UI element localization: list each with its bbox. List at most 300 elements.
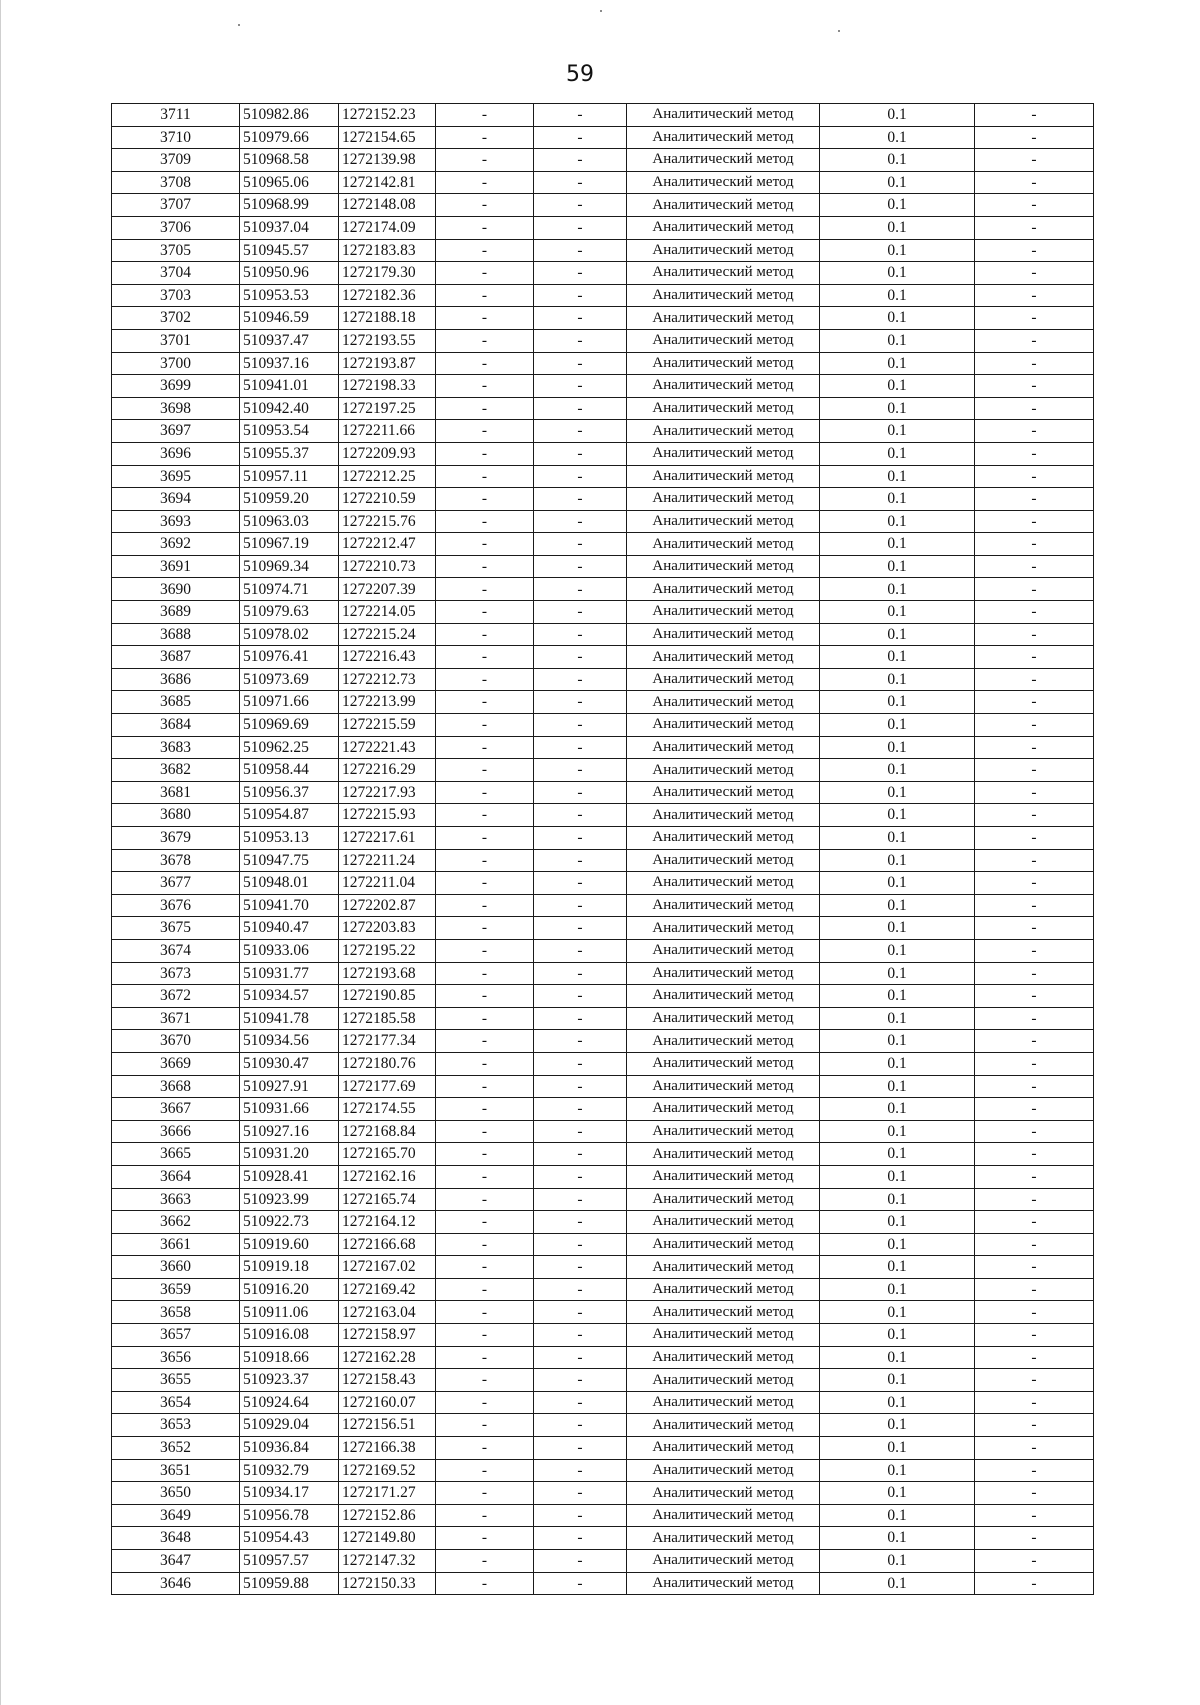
- empty-cell-b: -: [534, 1007, 627, 1030]
- x-coordinate-cell: 510937.16: [240, 352, 339, 375]
- method-cell: Аналитический метод: [627, 1391, 820, 1414]
- table-row: [112, 1414, 1094, 1437]
- empty-cell-a: -: [436, 1233, 534, 1256]
- accuracy-cell: 0.1: [820, 397, 975, 420]
- table-row: [112, 488, 1094, 511]
- table-row: [112, 126, 1094, 149]
- empty-cell-c: -: [975, 1369, 1094, 1392]
- y-coordinate-cell: 1272166.68: [339, 1233, 436, 1256]
- method-cell: Аналитический метод: [627, 1572, 820, 1595]
- table-row: [112, 1098, 1094, 1121]
- point-number-cell: 3667: [112, 1098, 240, 1121]
- point-number-cell: 3709: [112, 149, 240, 172]
- empty-cell-a: -: [436, 691, 534, 714]
- method-cell: Аналитический метод: [627, 329, 820, 352]
- table-row: [112, 1278, 1094, 1301]
- x-coordinate-cell: 510979.63: [240, 601, 339, 624]
- empty-cell-c: -: [975, 1504, 1094, 1527]
- point-number-cell: 3682: [112, 759, 240, 782]
- empty-cell-a: -: [436, 1143, 534, 1166]
- x-coordinate-cell: 510950.96: [240, 262, 339, 285]
- y-coordinate-cell: 1272188.18: [339, 307, 436, 330]
- point-number-cell: 3710: [112, 126, 240, 149]
- empty-cell-b: -: [534, 533, 627, 556]
- empty-cell-b: -: [534, 962, 627, 985]
- point-number-cell: 3681: [112, 781, 240, 804]
- x-coordinate-cell: 510923.99: [240, 1188, 339, 1211]
- y-coordinate-cell: 1272214.05: [339, 601, 436, 624]
- empty-cell-c: -: [975, 1437, 1094, 1460]
- x-coordinate-cell: 510929.04: [240, 1414, 339, 1437]
- table-row: [112, 149, 1094, 172]
- empty-cell-b: -: [534, 736, 627, 759]
- empty-cell-b: -: [534, 985, 627, 1008]
- empty-cell-a: -: [436, 488, 534, 511]
- y-coordinate-cell: 1272179.30: [339, 262, 436, 285]
- table-row: [112, 397, 1094, 420]
- table-row: [112, 1007, 1094, 1030]
- table-row: [112, 1437, 1094, 1460]
- accuracy-cell: 0.1: [820, 872, 975, 895]
- method-cell: Аналитический метод: [627, 375, 820, 398]
- table-row: [112, 1211, 1094, 1234]
- x-coordinate-cell: 510953.54: [240, 420, 339, 443]
- table-row: [112, 1256, 1094, 1279]
- empty-cell-a: -: [436, 872, 534, 895]
- x-coordinate-cell: 510918.66: [240, 1346, 339, 1369]
- accuracy-cell: 0.1: [820, 1165, 975, 1188]
- empty-cell-a: -: [436, 1120, 534, 1143]
- y-coordinate-cell: 1272217.93: [339, 781, 436, 804]
- accuracy-cell: 0.1: [820, 1504, 975, 1527]
- empty-cell-b: -: [534, 894, 627, 917]
- accuracy-cell: 0.1: [820, 488, 975, 511]
- x-coordinate-cell: 510941.70: [240, 894, 339, 917]
- y-coordinate-cell: 1272147.32: [339, 1550, 436, 1573]
- point-number-cell: 3701: [112, 329, 240, 352]
- empty-cell-b: -: [534, 194, 627, 217]
- point-number-cell: 3707: [112, 194, 240, 217]
- empty-cell-c: -: [975, 420, 1094, 443]
- x-coordinate-cell: 510941.01: [240, 375, 339, 398]
- y-coordinate-cell: 1272162.16: [339, 1165, 436, 1188]
- x-coordinate-cell: 510973.69: [240, 668, 339, 691]
- empty-cell-b: -: [534, 1572, 627, 1595]
- point-number-cell: 3708: [112, 171, 240, 194]
- x-coordinate-cell: 510957.11: [240, 465, 339, 488]
- empty-cell-b: -: [534, 1143, 627, 1166]
- point-number-cell: 3649: [112, 1504, 240, 1527]
- x-coordinate-cell: 510928.41: [240, 1165, 339, 1188]
- y-coordinate-cell: 1272162.28: [339, 1346, 436, 1369]
- table-row: [112, 1346, 1094, 1369]
- y-coordinate-cell: 1272190.85: [339, 985, 436, 1008]
- empty-cell-c: -: [975, 804, 1094, 827]
- table-row: [112, 939, 1094, 962]
- empty-cell-c: -: [975, 1052, 1094, 1075]
- empty-cell-b: -: [534, 759, 627, 782]
- empty-cell-b: -: [534, 397, 627, 420]
- table-row: [112, 1030, 1094, 1053]
- x-coordinate-cell: 510927.91: [240, 1075, 339, 1098]
- method-cell: Аналитический метод: [627, 849, 820, 872]
- x-coordinate-cell: 510916.20: [240, 1278, 339, 1301]
- empty-cell-c: -: [975, 1459, 1094, 1482]
- empty-cell-c: -: [975, 1278, 1094, 1301]
- point-number-cell: 3702: [112, 307, 240, 330]
- empty-cell-b: -: [534, 781, 627, 804]
- y-coordinate-cell: 1272203.83: [339, 917, 436, 940]
- accuracy-cell: 0.1: [820, 1256, 975, 1279]
- empty-cell-b: -: [534, 329, 627, 352]
- empty-cell-c: -: [975, 104, 1094, 127]
- empty-cell-b: -: [534, 555, 627, 578]
- empty-cell-b: -: [534, 1550, 627, 1573]
- method-cell: Аналитический метод: [627, 1278, 820, 1301]
- y-coordinate-cell: 1272209.93: [339, 442, 436, 465]
- method-cell: Аналитический метод: [627, 284, 820, 307]
- empty-cell-b: -: [534, 442, 627, 465]
- x-coordinate-cell: 510945.57: [240, 239, 339, 262]
- method-cell: Аналитический метод: [627, 397, 820, 420]
- accuracy-cell: 0.1: [820, 216, 975, 239]
- y-coordinate-cell: 1272211.04: [339, 872, 436, 895]
- method-cell: Аналитический метод: [627, 442, 820, 465]
- accuracy-cell: 0.1: [820, 375, 975, 398]
- point-number-cell: 3691: [112, 555, 240, 578]
- y-coordinate-cell: 1272166.38: [339, 1437, 436, 1460]
- empty-cell-b: -: [534, 1391, 627, 1414]
- x-coordinate-cell: 510967.19: [240, 533, 339, 556]
- empty-cell-c: -: [975, 1143, 1094, 1166]
- empty-cell-b: -: [534, 691, 627, 714]
- table-row: [112, 420, 1094, 443]
- point-number-cell: 3704: [112, 262, 240, 285]
- x-coordinate-cell: 510954.87: [240, 804, 339, 827]
- method-cell: Аналитический метод: [627, 1369, 820, 1392]
- accuracy-cell: 0.1: [820, 1007, 975, 1030]
- x-coordinate-cell: 510976.41: [240, 646, 339, 669]
- point-number-cell: 3688: [112, 623, 240, 646]
- empty-cell-a: -: [436, 104, 534, 127]
- accuracy-cell: 0.1: [820, 533, 975, 556]
- y-coordinate-cell: 1272174.09: [339, 216, 436, 239]
- empty-cell-a: -: [436, 1527, 534, 1550]
- empty-cell-b: -: [534, 668, 627, 691]
- method-cell: Аналитический метод: [627, 420, 820, 443]
- table-row: [112, 849, 1094, 872]
- method-cell: Аналитический метод: [627, 1211, 820, 1234]
- empty-cell-b: -: [534, 1030, 627, 1053]
- accuracy-cell: 0.1: [820, 1572, 975, 1595]
- empty-cell-a: -: [436, 420, 534, 443]
- empty-cell-a: -: [436, 1414, 534, 1437]
- y-coordinate-cell: 1272148.08: [339, 194, 436, 217]
- accuracy-cell: 0.1: [820, 442, 975, 465]
- empty-cell-b: -: [534, 488, 627, 511]
- point-number-cell: 3689: [112, 601, 240, 624]
- accuracy-cell: 0.1: [820, 759, 975, 782]
- x-coordinate-cell: 510954.43: [240, 1527, 339, 1550]
- method-cell: Аналитический метод: [627, 985, 820, 1008]
- empty-cell-b: -: [534, 307, 627, 330]
- empty-cell-b: -: [534, 1437, 627, 1460]
- empty-cell-b: -: [534, 917, 627, 940]
- x-coordinate-cell: 510968.99: [240, 194, 339, 217]
- point-number-cell: 3697: [112, 420, 240, 443]
- point-number-cell: 3665: [112, 1143, 240, 1166]
- empty-cell-c: -: [975, 488, 1094, 511]
- x-coordinate-cell: 510956.37: [240, 781, 339, 804]
- method-cell: Аналитический метод: [627, 736, 820, 759]
- accuracy-cell: 0.1: [820, 1346, 975, 1369]
- accuracy-cell: 0.1: [820, 1527, 975, 1550]
- empty-cell-a: -: [436, 1165, 534, 1188]
- point-number-cell: 3652: [112, 1437, 240, 1460]
- y-coordinate-cell: 1272156.51: [339, 1414, 436, 1437]
- empty-cell-a: -: [436, 442, 534, 465]
- y-coordinate-cell: 1272213.99: [339, 691, 436, 714]
- accuracy-cell: 0.1: [820, 149, 975, 172]
- empty-cell-a: -: [436, 352, 534, 375]
- empty-cell-a: -: [436, 1369, 534, 1392]
- empty-cell-c: -: [975, 397, 1094, 420]
- accuracy-cell: 0.1: [820, 1030, 975, 1053]
- table-row: [112, 555, 1094, 578]
- method-cell: Аналитический метод: [627, 872, 820, 895]
- x-coordinate-cell: 510955.37: [240, 442, 339, 465]
- method-cell: Аналитический метод: [627, 171, 820, 194]
- empty-cell-b: -: [534, 872, 627, 895]
- empty-cell-b: -: [534, 1256, 627, 1279]
- empty-cell-c: -: [975, 216, 1094, 239]
- accuracy-cell: 0.1: [820, 1369, 975, 1392]
- point-number-cell: 3664: [112, 1165, 240, 1188]
- scan-speck: [600, 10, 602, 12]
- empty-cell-a: -: [436, 894, 534, 917]
- y-coordinate-cell: 1272169.52: [339, 1459, 436, 1482]
- x-coordinate-cell: 510934.17: [240, 1482, 339, 1505]
- method-cell: Аналитический метод: [627, 578, 820, 601]
- y-coordinate-cell: 1272212.73: [339, 668, 436, 691]
- point-number-cell: 3671: [112, 1007, 240, 1030]
- point-number-cell: 3687: [112, 646, 240, 669]
- empty-cell-a: -: [436, 533, 534, 556]
- method-cell: Аналитический метод: [627, 1098, 820, 1121]
- method-cell: Аналитический метод: [627, 1120, 820, 1143]
- empty-cell-b: -: [534, 804, 627, 827]
- empty-cell-b: -: [534, 104, 627, 127]
- x-coordinate-cell: 510969.34: [240, 555, 339, 578]
- point-number-cell: 3686: [112, 668, 240, 691]
- table-row: [112, 329, 1094, 352]
- accuracy-cell: 0.1: [820, 894, 975, 917]
- empty-cell-b: -: [534, 827, 627, 850]
- point-number-cell: 3694: [112, 488, 240, 511]
- point-number-cell: 3647: [112, 1550, 240, 1573]
- empty-cell-c: -: [975, 1391, 1094, 1414]
- point-number-cell: 3654: [112, 1391, 240, 1414]
- empty-cell-b: -: [534, 375, 627, 398]
- y-coordinate-cell: 1272160.07: [339, 1391, 436, 1414]
- empty-cell-b: -: [534, 149, 627, 172]
- y-coordinate-cell: 1272193.87: [339, 352, 436, 375]
- empty-cell-c: -: [975, 1414, 1094, 1437]
- empty-cell-b: -: [534, 623, 627, 646]
- empty-cell-a: -: [436, 1572, 534, 1595]
- accuracy-cell: 0.1: [820, 668, 975, 691]
- accuracy-cell: 0.1: [820, 1211, 975, 1234]
- point-number-cell: 3706: [112, 216, 240, 239]
- empty-cell-c: -: [975, 939, 1094, 962]
- empty-cell-b: -: [534, 1459, 627, 1482]
- empty-cell-b: -: [534, 1233, 627, 1256]
- empty-cell-c: -: [975, 1098, 1094, 1121]
- point-number-cell: 3676: [112, 894, 240, 917]
- method-cell: Аналитический метод: [627, 194, 820, 217]
- table-row: [112, 759, 1094, 782]
- table-row: [112, 465, 1094, 488]
- point-number-cell: 3690: [112, 578, 240, 601]
- empty-cell-c: -: [975, 1301, 1094, 1324]
- accuracy-cell: 0.1: [820, 171, 975, 194]
- x-coordinate-cell: 510919.18: [240, 1256, 339, 1279]
- empty-cell-c: -: [975, 894, 1094, 917]
- empty-cell-c: -: [975, 1482, 1094, 1505]
- empty-cell-c: -: [975, 1188, 1094, 1211]
- accuracy-cell: 0.1: [820, 465, 975, 488]
- empty-cell-a: -: [436, 1346, 534, 1369]
- x-coordinate-cell: 510934.57: [240, 985, 339, 1008]
- x-coordinate-cell: 510927.16: [240, 1120, 339, 1143]
- y-coordinate-cell: 1272164.12: [339, 1211, 436, 1234]
- empty-cell-a: -: [436, 194, 534, 217]
- table-row: [112, 1391, 1094, 1414]
- x-coordinate-cell: 510931.66: [240, 1098, 339, 1121]
- empty-cell-a: -: [436, 601, 534, 624]
- empty-cell-b: -: [534, 1346, 627, 1369]
- empty-cell-b: -: [534, 352, 627, 375]
- accuracy-cell: 0.1: [820, 194, 975, 217]
- y-coordinate-cell: 1272193.55: [339, 329, 436, 352]
- empty-cell-a: -: [436, 1550, 534, 1573]
- method-cell: Аналитический метод: [627, 691, 820, 714]
- table-row: [112, 262, 1094, 285]
- empty-cell-b: -: [534, 1165, 627, 1188]
- accuracy-cell: 0.1: [820, 1482, 975, 1505]
- empty-cell-c: -: [975, 1527, 1094, 1550]
- y-coordinate-cell: 1272165.74: [339, 1188, 436, 1211]
- empty-cell-c: -: [975, 1346, 1094, 1369]
- y-coordinate-cell: 1272177.34: [339, 1030, 436, 1053]
- point-number-cell: 3685: [112, 691, 240, 714]
- empty-cell-c: -: [975, 1256, 1094, 1279]
- y-coordinate-cell: 1272195.22: [339, 939, 436, 962]
- x-coordinate-cell: 510958.44: [240, 759, 339, 782]
- method-cell: Аналитический метод: [627, 962, 820, 985]
- x-coordinate-cell: 510932.79: [240, 1459, 339, 1482]
- accuracy-cell: 0.1: [820, 1437, 975, 1460]
- point-number-cell: 3657: [112, 1324, 240, 1347]
- accuracy-cell: 0.1: [820, 962, 975, 985]
- method-cell: Аналитический метод: [627, 488, 820, 511]
- point-number-cell: 3663: [112, 1188, 240, 1211]
- empty-cell-c: -: [975, 533, 1094, 556]
- empty-cell-b: -: [534, 646, 627, 669]
- empty-cell-b: -: [534, 239, 627, 262]
- x-coordinate-cell: 510953.13: [240, 827, 339, 850]
- method-cell: Аналитический метод: [627, 533, 820, 556]
- y-coordinate-cell: 1272152.86: [339, 1504, 436, 1527]
- empty-cell-c: -: [975, 1007, 1094, 1030]
- empty-cell-c: -: [975, 465, 1094, 488]
- accuracy-cell: 0.1: [820, 1075, 975, 1098]
- empty-cell-a: -: [436, 759, 534, 782]
- table-row: [112, 601, 1094, 624]
- point-number-cell: 3680: [112, 804, 240, 827]
- x-coordinate-cell: 510931.20: [240, 1143, 339, 1166]
- y-coordinate-cell: 1272212.25: [339, 465, 436, 488]
- empty-cell-c: -: [975, 1165, 1094, 1188]
- table-row: [112, 872, 1094, 895]
- method-cell: Аналитический метод: [627, 827, 820, 850]
- x-coordinate-cell: 510959.88: [240, 1572, 339, 1595]
- table-row: [112, 827, 1094, 850]
- empty-cell-a: -: [436, 171, 534, 194]
- y-coordinate-cell: 1272193.68: [339, 962, 436, 985]
- accuracy-cell: 0.1: [820, 917, 975, 940]
- method-cell: Аналитический метод: [627, 104, 820, 127]
- empty-cell-c: -: [975, 1120, 1094, 1143]
- accuracy-cell: 0.1: [820, 691, 975, 714]
- x-coordinate-cell: 510947.75: [240, 849, 339, 872]
- empty-cell-c: -: [975, 442, 1094, 465]
- y-coordinate-cell: 1272210.59: [339, 488, 436, 511]
- empty-cell-a: -: [436, 307, 534, 330]
- empty-cell-a: -: [436, 646, 534, 669]
- point-number-cell: 3705: [112, 239, 240, 262]
- accuracy-cell: 0.1: [820, 1278, 975, 1301]
- empty-cell-c: -: [975, 1233, 1094, 1256]
- point-number-cell: 3661: [112, 1233, 240, 1256]
- point-number-cell: 3696: [112, 442, 240, 465]
- empty-cell-a: -: [436, 714, 534, 737]
- x-coordinate-cell: 510919.60: [240, 1233, 339, 1256]
- x-coordinate-cell: 510959.20: [240, 488, 339, 511]
- empty-cell-a: -: [436, 239, 534, 262]
- table-row: [112, 1527, 1094, 1550]
- method-cell: Аналитический метод: [627, 1482, 820, 1505]
- x-coordinate-cell: 510979.66: [240, 126, 339, 149]
- method-cell: Аналитический метод: [627, 714, 820, 737]
- table-row: [112, 691, 1094, 714]
- empty-cell-b: -: [534, 1527, 627, 1550]
- table-row: [112, 894, 1094, 917]
- point-number-cell: 3698: [112, 397, 240, 420]
- table-row: [112, 352, 1094, 375]
- point-number-cell: 3648: [112, 1527, 240, 1550]
- empty-cell-a: -: [436, 736, 534, 759]
- method-cell: Аналитический метод: [627, 1437, 820, 1460]
- y-coordinate-cell: 1272182.36: [339, 284, 436, 307]
- y-coordinate-cell: 1272167.02: [339, 1256, 436, 1279]
- scan-edge: [0, 0, 1, 1705]
- method-cell: Аналитический метод: [627, 262, 820, 285]
- point-number-cell: 3677: [112, 872, 240, 895]
- empty-cell-c: -: [975, 578, 1094, 601]
- method-cell: Аналитический метод: [627, 1052, 820, 1075]
- table-row: [112, 533, 1094, 556]
